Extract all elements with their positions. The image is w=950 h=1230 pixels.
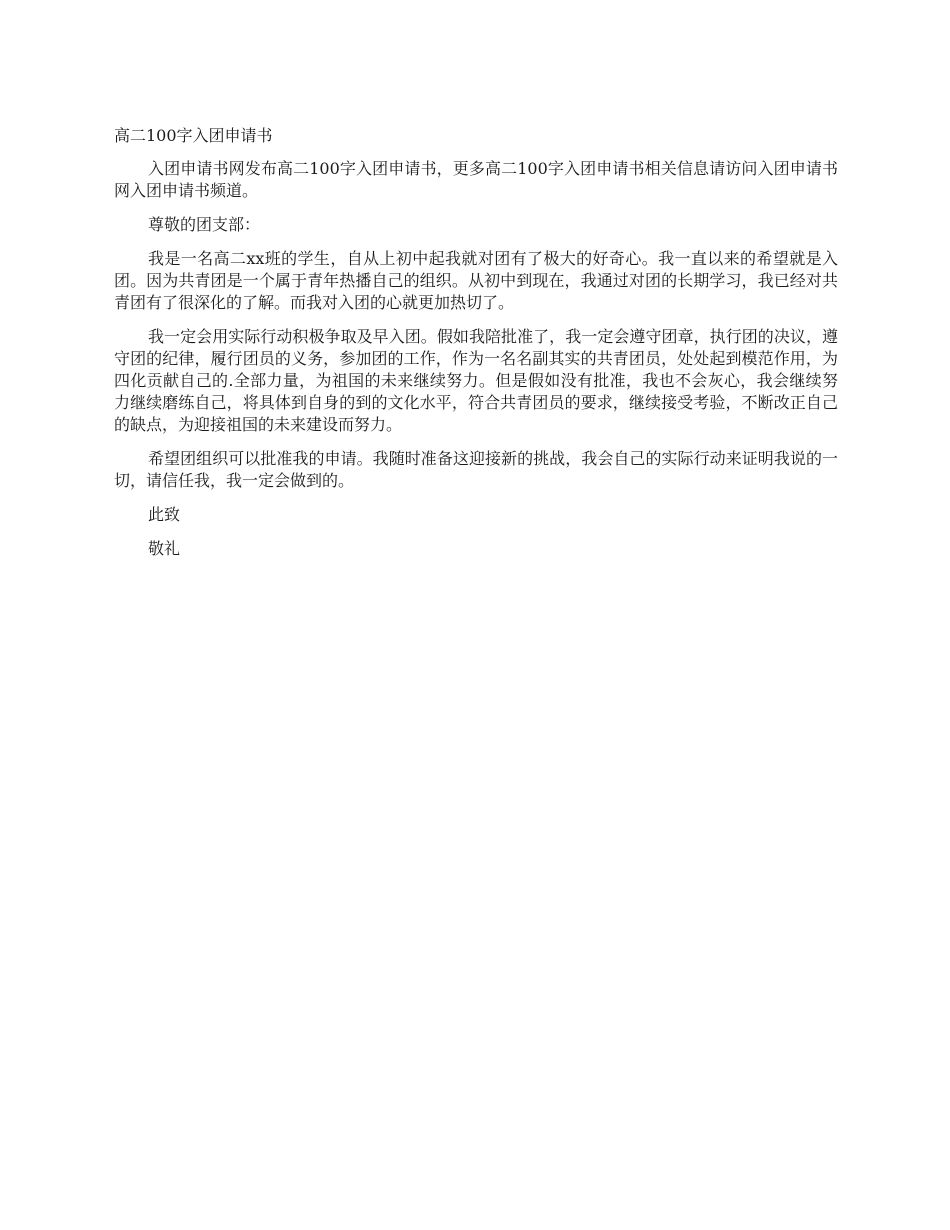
- document-page: [114, 124, 838, 572]
- body-paragraph-3: 希望团组织可以批准我的申请。我随时准备这迎接新的挑战，我会自己的实际行动来证明我说的一切，请信任我，我一定会做到的。: [114, 449, 838, 490]
- closing-cizhi: 此致: [148, 505, 181, 524]
- document-title: 高二100字入团申请书: [114, 126, 273, 145]
- intro-paragraph: 入团申请书网发布高二100字入团申请书，更多高二100字入团申请书相关信息请访问入团申请书网入团申请书频道。: [114, 159, 838, 200]
- body-paragraph-1: 我是一名高二xx班的学生，自从上初中起我就对团有了极大的好奇心。我一直以来的希望就是入团。因为共青团是一个属于青年热播自己的组织。从初中到现在，我通过对团的长期学习，我已经对共青团有了很深化的了解。而我对入团的心就更加热切了。: [114, 249, 838, 312]
- body-paragraph-2: 我一定会用实际行动积极争取及早入团。假如我陪批准了，我一定会遵守团章，执行团的决议，遵守团的纪律，履行团员的义务，参加团的工作，作为一名名副其实的共青团员，处处起到模范作用，为四化贡献自己的.全部力量，为祖国的未来继续努力。但是假如没有批准，我也不会灰心，我会继续努力继续磨练自己，将具体到自身的到的文化水平，符合共青团员的要求，继续接受考验，不断改正自己的缺点，为迎接祖国的未来建设而努力。: [114, 327, 838, 434]
- closing-jingli: 敬礼: [148, 539, 181, 558]
- salutation: 尊敬的团支部：: [148, 215, 261, 234]
